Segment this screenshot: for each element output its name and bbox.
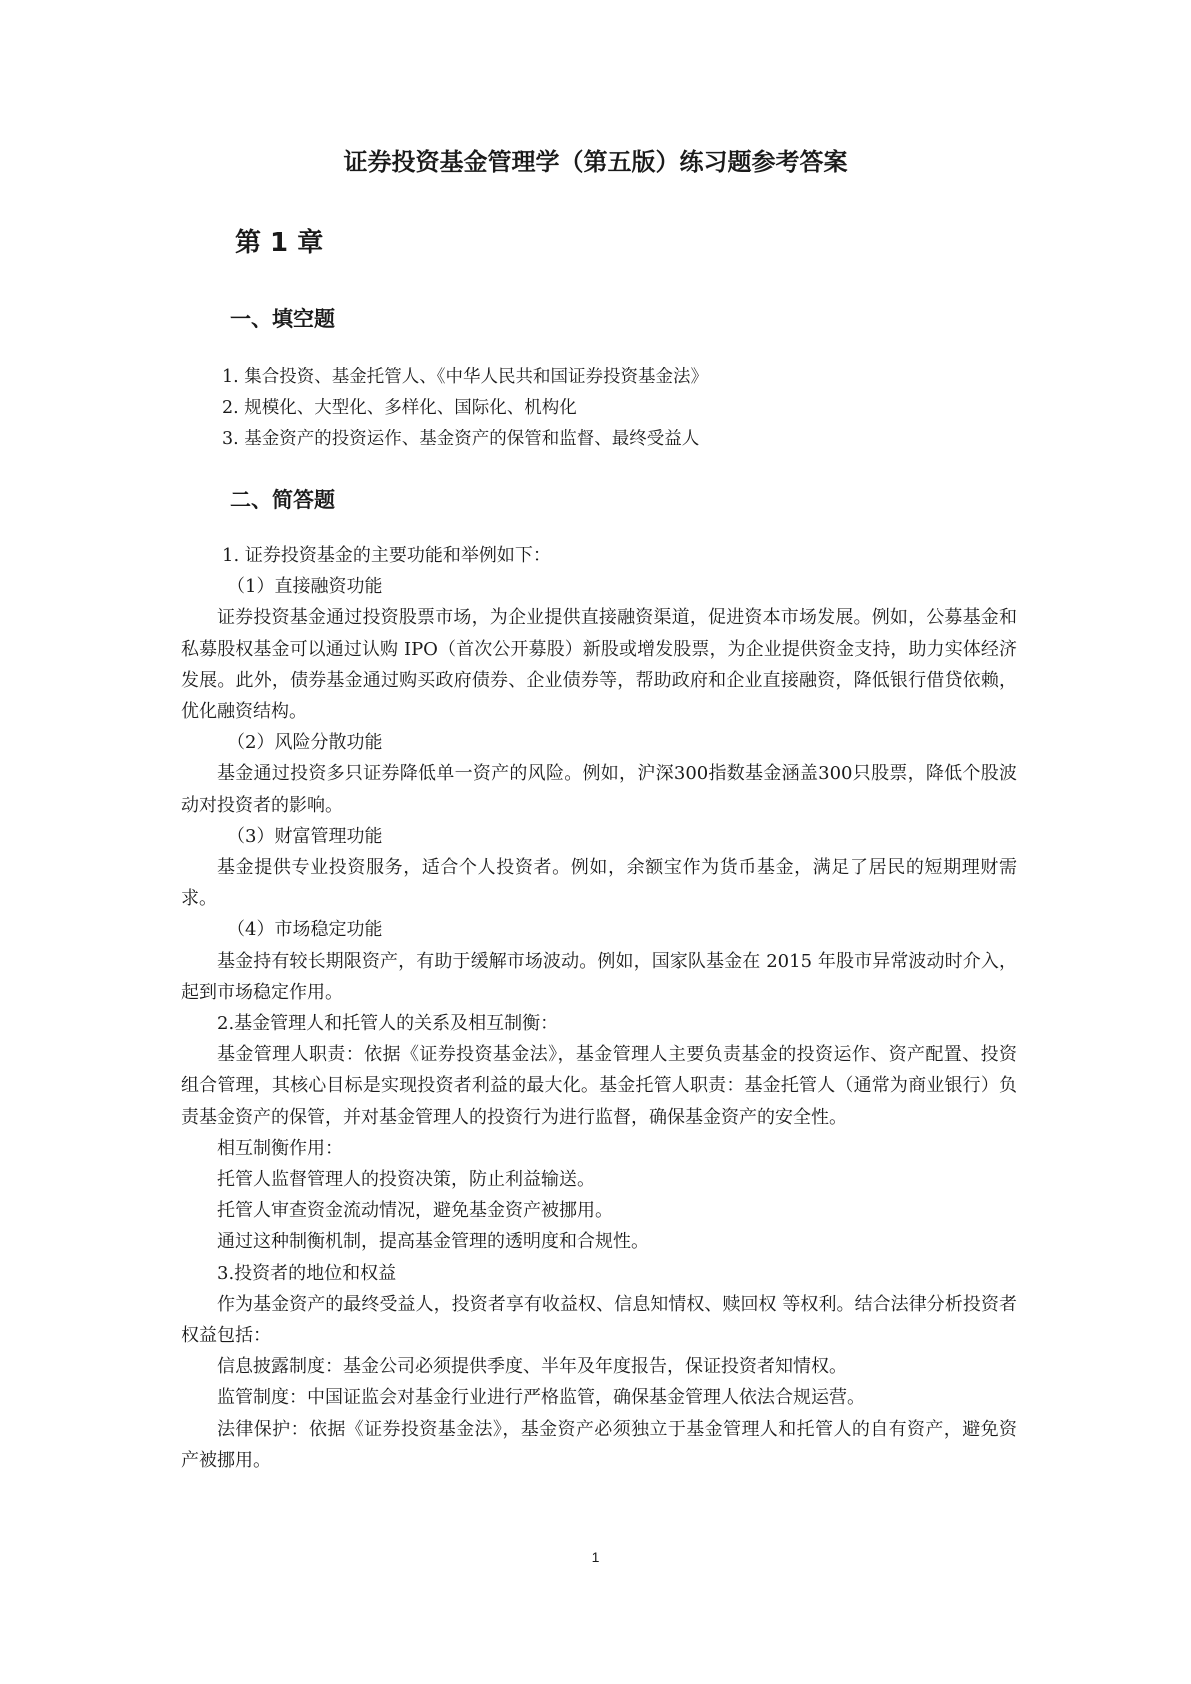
sub-heading: （3）财富管理功能 xyxy=(227,825,383,847)
paragraph: 托管人审查资金流动情况，避免基金资产被挪用。 xyxy=(217,1200,613,1222)
question-heading: 3.投资者的地位和权益 xyxy=(217,1262,397,1284)
question-heading: 2.基金管理人和托管人的关系及相互制衡： xyxy=(217,1013,559,1035)
list-item: 3. 基金资产的投资运作、基金资产的保管和监督、最终受益人 xyxy=(222,429,700,449)
paragraph: 证券投资基金通过投资股票市场，为企业提供直接融资渠道，促进资本市场发展。例如，公募基金和私募股权基金可以通过认购 IPO（首次公开募股）新股或增发股票，为企业提供资金支持，助力实体经济发展。此外，债券基金通过购买政府债券、企业债券等，帮助政府和企业直接融资，降低银行借贷依赖，优化融资结构。 xyxy=(181,607,1017,723)
paragraph: 法律保护：依据《证券投资基金法》，基金资产必须独立于基金管理人和托管人的自有资产，避免资产被挪用。 xyxy=(181,1418,1017,1471)
page-number: 1 xyxy=(591,1549,600,1565)
sub-heading: （4）市场稳定功能 xyxy=(227,919,383,941)
list-item: 1. 集合投资、基金托管人、《中华人民共和国证券投资基金法》 xyxy=(222,367,709,387)
section-heading-fill-in-blank: 一、填空题 xyxy=(230,307,335,331)
list-item: 2. 规模化、大型化、多样化、国际化、机构化 xyxy=(222,398,577,418)
paragraph: 基金持有较长期限资产，有助于缓解市场波动。例如，国家队基金在 2015 年股市异常波动时介入，起到市场稳定作用。 xyxy=(181,950,1017,1003)
paragraph: 基金提供专业投资服务，适合个人投资者。例如，余额宝作为货币基金，满足了居民的短期理财需求。 xyxy=(181,857,1017,910)
paragraph: 托管人监督管理人的投资决策，防止利益输送。 xyxy=(217,1169,595,1191)
paragraph: 基金管理人职责：依据《证券投资基金法》，基金管理人主要负责基金的投资运作、资产配置、投资组合管理，其核心目标是实现投资者利益的最大化。基金托管人职责：基金托管人（通常为商业银行）负责基金资产的保管，并对基金管理人的投资行为进行监督，确保基金资产的安全性。 xyxy=(181,1044,1017,1128)
paragraph: 监管制度：中国证监会对基金行业进行严格监管，确保基金管理人依法合规运营。 xyxy=(217,1387,865,1409)
short-answer-body xyxy=(181,540,1017,1476)
paragraph: 作为基金资产的最终受益人，投资者享有收益权、信息知情权、赎回权 等权利。结合法律分析投资者权益包括： xyxy=(181,1293,1017,1347)
sub-heading: （1）直接融资功能 xyxy=(227,576,383,598)
section-heading-short-answer: 二、简答题 xyxy=(230,488,335,512)
paragraph: 信息披露制度：基金公司必须提供季度、半年及年度报告，保证投资者知情权。 xyxy=(217,1356,847,1378)
paragraph: 通过这种制衡机制，提高基金管理的透明度和合规性。 xyxy=(217,1231,649,1253)
fill-in-blank-list xyxy=(222,362,708,455)
question-heading: 1. 证券投资基金的主要功能和举例如下： xyxy=(222,545,551,566)
paragraph: 相互制衡作用： xyxy=(217,1137,343,1159)
chapter-heading: 第 1 章 xyxy=(235,228,324,258)
document-title: 证券投资基金管理学（第五版）练习题参考答案 xyxy=(343,148,848,176)
paragraph: 基金通过投资多只证券降低单一资产的风险。例如，沪深300指数基金涵盖300只股票，降低个股波动对投资者的影响。 xyxy=(181,763,1017,816)
sub-heading: （2）风险分散功能 xyxy=(227,732,383,754)
